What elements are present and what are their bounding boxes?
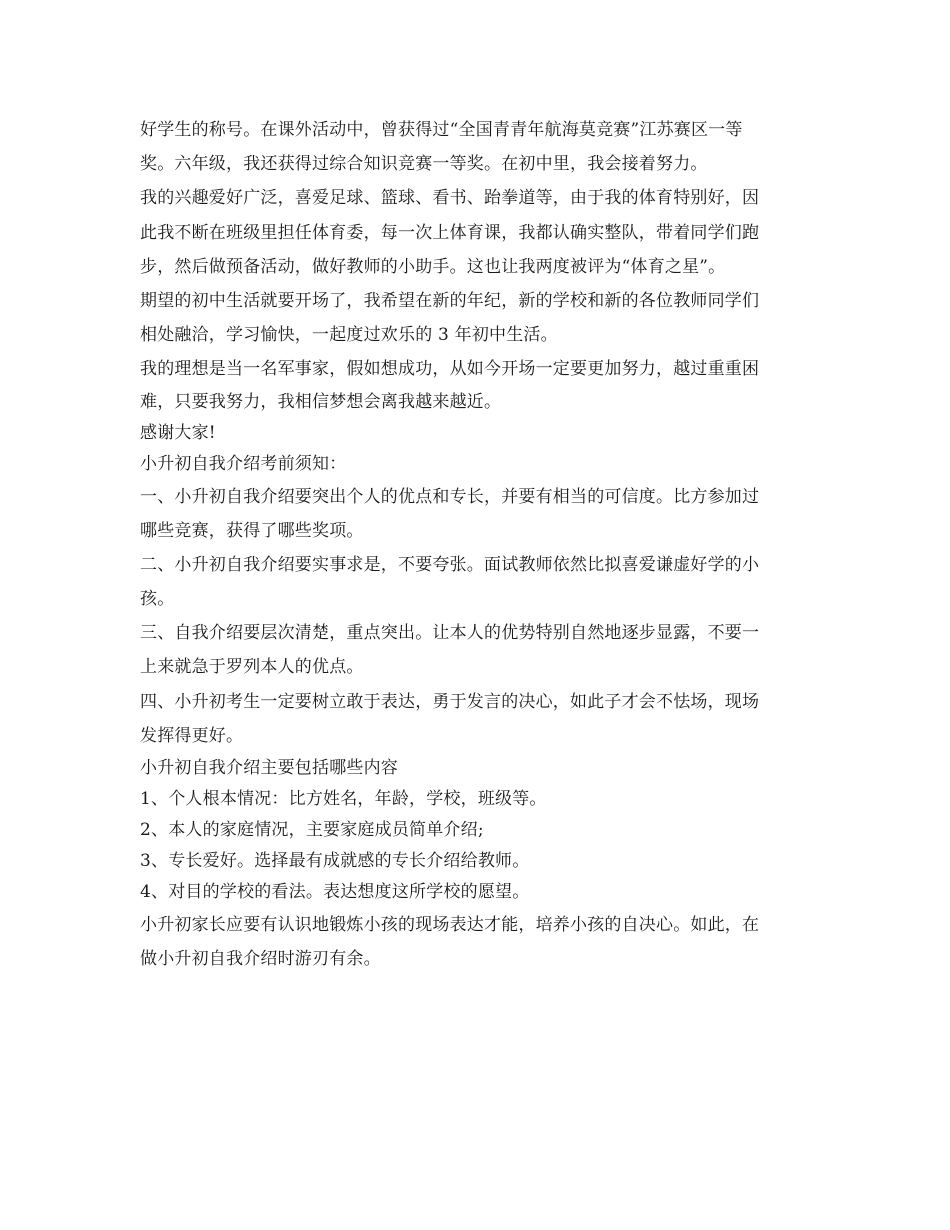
text-line: 感谢大家! (140, 422, 216, 443)
section-heading: 小升初自我介绍主要包括哪些内容 (140, 758, 398, 778)
text-line: 步，然后做预备活动，做好教师的小助手。这也让我两度被评为“体育之星”。 (140, 256, 726, 277)
text-line: 二、小升初自我介绍要实事求是，不要夸张。面试教师依然比拟喜爱谦虚好学的小 (140, 554, 760, 575)
text-line: 一、小升初自我介绍要突出个人的优点和专长，并要有相当的可信度。比方参加过 (140, 486, 760, 507)
text-line: 我的理想是当一名军事家，假如想成功，从如今开场一定要更加努力，越过重重困 (140, 359, 760, 380)
document-body (140, 113, 815, 976)
text-line: 此我不断在班级里担任体育委，每一次上体育课，我都认确实整队，带着同学们跑 (140, 222, 760, 243)
list-item: 4、对目的学校的看法。表达想度这所学校的愿望。 (140, 882, 530, 902)
text-line: 我的兴趣爱好广泛，喜爱足球、篮球、看书、跆拳道等，由于我的体育特别好，因 (140, 188, 760, 209)
list-item: 1、个人根本情况：比方姓名，年龄，学校，班级等。 (140, 789, 547, 809)
list-item: 3、专长爱好。选择最有成就感的专长介绍给教师。 (140, 851, 530, 871)
text-line: 小升初家长应要有认识地锻炼小孩的现场表达才能，培养小孩的自决心。如此，在 (140, 915, 760, 935)
text-line: 相处融洽，学习愉快，一起度过欢乐的 3 年初中生活。 (140, 325, 558, 346)
text-line: 三、自我介绍要层次清楚，重点突出。让本人的优势特别自然地逐步显露，不要一 (140, 623, 760, 644)
text-line: 难，只要我努力，我相信梦想会离我越来越近。 (140, 391, 502, 412)
text-line: 四、小升初考生一定要树立敢于表达，勇于发言的决心，如此子才会不怯场，现场 (140, 691, 760, 712)
text-line: 上来就急于罗列本人的优点。 (140, 657, 364, 678)
text-line: 好学生的称号。在课外活动中，曾获得过“全国青青年航海莫竞赛”江苏赛区一等 (140, 120, 743, 140)
text-line: 哪些竞赛，获得了哪些奖项。 (140, 520, 364, 541)
text-line: 奖。六年级，我还获得过综合知识竞赛一等奖。在初中里，我会接着努力。 (140, 154, 708, 175)
section-heading: 小升初自我介绍考前须知： (140, 453, 347, 474)
list-item: 2、本人的家庭情况，主要家庭成员简单介绍; (140, 820, 484, 840)
text-line: 孩。 (140, 589, 175, 610)
text-line: 发挥得更好。 (140, 725, 244, 746)
text-line: 期望的初中生活就要开场了，我希望在新的年纪，新的学校和新的各位教师同学们 (140, 290, 760, 311)
text-line: 做小升初自我介绍时游刃有余。 (140, 949, 381, 970)
